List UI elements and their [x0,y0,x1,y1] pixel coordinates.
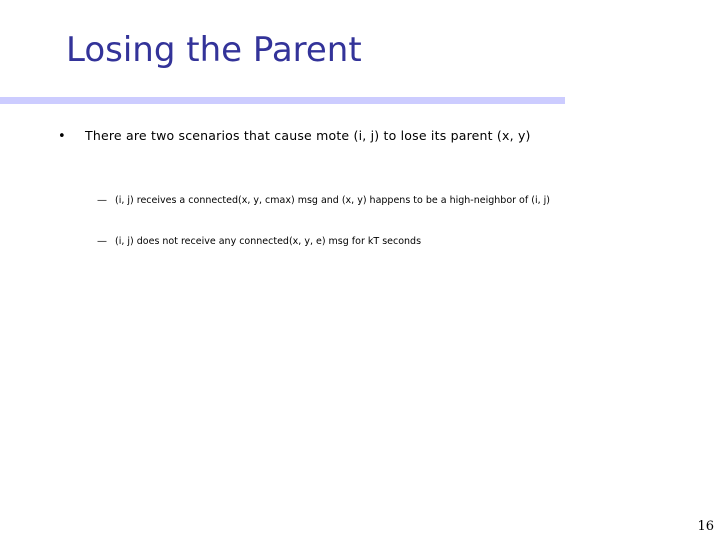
bullet-marker: • [58,129,66,144]
sub-bullet-text: (i, j) does not receive any connected(x, y, e) msg for kT seconds [115,236,422,247]
sub-bullet-item [97,236,421,247]
sub-bullet-marker: — [97,195,107,206]
sub-bullet-marker: — [97,236,107,247]
sub-bullet-item [97,195,550,206]
sub-bullet-text: (i, j) receives a connected(x, y, cmax) msg and (x, y) happens to be a high-neighbor of (i, j) [115,195,550,206]
bullet-item [58,128,531,144]
page-number: 16 [697,519,714,534]
slide-title: Losing the Parent [66,30,362,70]
title-underline-bar [0,97,565,104]
bullet-text: There are two scenarios that cause mote (i, j) to lose its parent (x, y) [85,128,531,143]
